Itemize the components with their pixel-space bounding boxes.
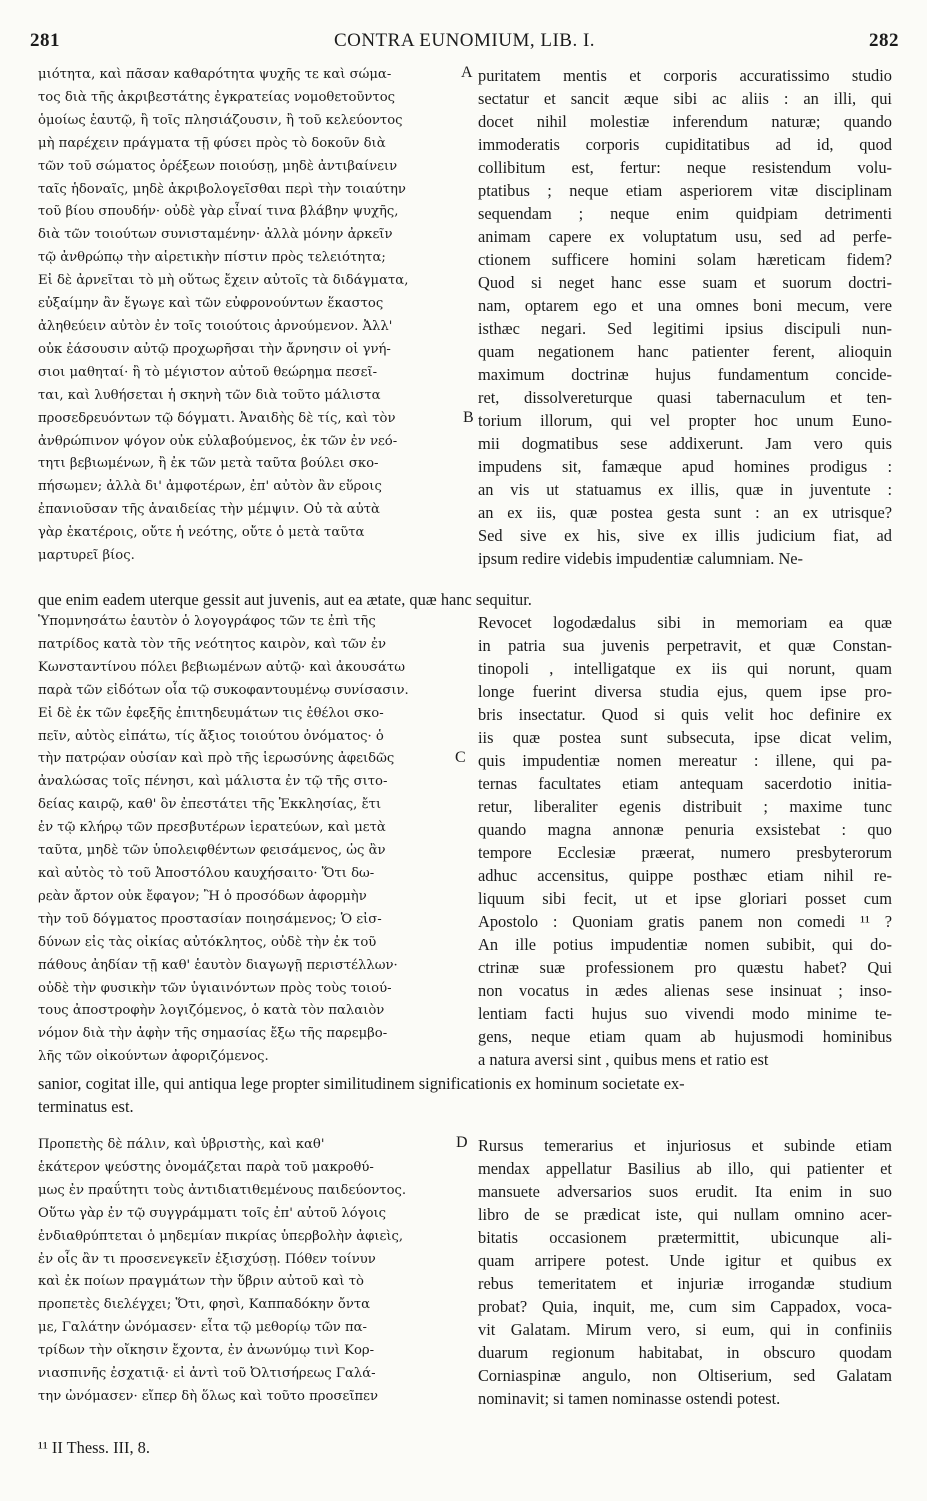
greek-text-line: πεῖν, αὐτὸς εἰπάτω, τίς ἄξιος τοιούτου ὀνόματος· ὁ xyxy=(38,728,384,744)
greek-text-line: μὴ παρέχειν πράγματα τῇ φύσει πρὸς τὸ δοκοῦν διὰ xyxy=(38,135,386,151)
latin-column-section-1 xyxy=(478,64,892,570)
latin-text-line: an vis ut statuamus ex illis, quæ in juventute : xyxy=(478,480,892,499)
latin-text-line: nam, optarem ego et una omnes boni mecum, vere xyxy=(478,296,892,315)
latin-text-line: probat? Quia, inquit, me, cum sim Cappadox, voca- xyxy=(478,1297,892,1316)
latin-text-line: sectatur et sancit æque sibi ac aliis : an illi, qui xyxy=(478,89,892,108)
greek-column-section-2 xyxy=(38,611,458,1069)
latin-text-line: ctrinæ suæ professionem pro quæstu habet? Qui xyxy=(478,958,892,977)
section-marker-b: B xyxy=(463,409,474,426)
latin-text-line: bitatis occasionem prætermittit, ubicunque ali- xyxy=(478,1228,892,1247)
greek-text-line: προπετὲς διελέγχει; Ὅτι, φησὶ, Καππαδόκην ὄντα xyxy=(38,1297,371,1313)
greek-text-line: τρίδων τὴν οἴκησιν ἔχοντα, ἐν ἀνωνύμῳ τινὶ Κορ- xyxy=(38,1343,375,1359)
latin-text-line: quam negationem hanc patienter ferent, alioquin xyxy=(478,342,892,361)
greek-text-line: ται, καὶ λυθήσεται ἡ σκηνὴ τῶν διὰ τοῦτο μάλιστα xyxy=(38,387,381,403)
latin-text-line: collibitum est, fertur: neque resistendum volu- xyxy=(478,158,892,177)
full-width-text-line: sanior, cogitat ille, qui antiqua lege propter similitudinem significationis ex hominum societate ex- xyxy=(38,1074,685,1093)
latin-text-line: gens, neque etiam quam ab hujusmodi hominibus xyxy=(478,1027,892,1046)
greek-text-line: νόμον διὰ τὴν ἀφὴν τῆς σημασίας ἔξω τῆς παρεμβο- xyxy=(38,1026,388,1042)
greek-text-line: Οὕτω γὰρ ἐν τῷ συγγράμματι τοῖς ἐπ' αὐτοῦ λόγοις xyxy=(38,1205,387,1221)
greek-text-line: ἀληθεύειν αὐτὸν ἐν τοῖς τοιούτοις ἀρνούμενον. Ἀλλ' xyxy=(38,318,393,334)
greek-text-line: τὴν πατρῴαν οὐσίαν καὶ πρὸ τῆς ἱερωσύνης ἀφειδῶς xyxy=(38,751,395,767)
latin-text-line: immoderatis corporis cupiditatibus ad id, quod xyxy=(478,135,892,154)
greek-text-line: τῷ ἀνθρώπῳ τὴν αἱρετικὴν πίστιν πρὸς τελειότητα; xyxy=(38,250,386,266)
latin-text-line: an ex iis, quæ postea gesta sunt : an ex utrisque? xyxy=(478,503,892,522)
latin-text-line: ctionem sufficere homini solam hæreticam fidem? xyxy=(478,250,892,269)
greek-text-line: ταῖς ἡδοναῖς, μηδὲ ἀκριβολογεῖσθαι περὶ τὴν τοιαύτην xyxy=(38,181,406,197)
greek-text-line: ἐν οἷς ἂν τι προσενεγκεῖν ἐξισχύσῃ. Πόθεν τοίνυν xyxy=(38,1251,376,1267)
latin-text-line: Apostolo : Quoniam gratis panem non comedi ¹¹ ? xyxy=(478,912,892,931)
latin-text-line: liquum sibi fecit, ut et ipse gloriari posset cum xyxy=(478,889,892,908)
latin-text-line: torium illorum, qui vel propter hoc unum Euno- xyxy=(478,411,892,430)
latin-text-line: quam arripere potest. Unde igitur et quibus ex xyxy=(478,1251,892,1270)
greek-text-line: ταῦτα, μηδὲ τῶν ὑπολειφθέντων φεισάμενος, ὡς ἂν xyxy=(38,843,386,859)
latin-text-line: impudens sit, famæque apud homines prodigus : xyxy=(478,457,892,476)
latin-text-line: An ille potius impudentiæ nomen subibit, qui do- xyxy=(478,935,892,954)
greek-text-line: παρὰ τῶν εἰδότων οἷα τῷ συκοφαντουμένῳ συνίσασιν. xyxy=(38,682,409,698)
latin-text-line: retur, liberaliter egenis distribuit ; maxime tunc xyxy=(478,797,892,816)
page-number-right: 282 xyxy=(869,30,899,51)
latin-text-line: ptatibus ; neque etiam asperiorem vitæ disciplinam xyxy=(478,181,892,200)
greek-text-line: Εἰ δὲ ἐκ τῶν ἐφεξῆς ἐπιτηδευμάτων τις ἐθέλοι σκο- xyxy=(38,705,384,721)
latin-text-line: quis impudentiæ nomen mereatur : illene, qui pa- xyxy=(478,751,892,770)
greek-text-line: νιασπινῆς ἐσχατιᾷ· εἰ ἀντὶ τοῦ Ὀλτισήρεως Γαλά- xyxy=(38,1366,376,1382)
latin-text-line: Quod si neget hanc esse suam et suorum doctri- xyxy=(478,273,892,292)
latin-text-line: Revocet logodædalus sibi in memoriam ea quæ xyxy=(478,613,892,632)
latin-text-line: nominavit; si tamen nominasse ostendi potest. xyxy=(478,1389,781,1408)
page-number-left: 281 xyxy=(30,30,60,51)
greek-text-line: οὐκ ἐάσουσιν αὐτῷ προχωρῆσαι τὴν ἄρνησιν οἱ γνή- xyxy=(38,341,391,357)
latin-text-line: lentiam facti hujus suo vivendi modo minime te- xyxy=(478,1004,892,1023)
greek-column-section-3 xyxy=(38,1134,458,1409)
greek-text-line: δύνων εἰς τὰς οἰκίας αὐτόκλητος, οὐδὲ τὴν ἐκ τοῦ xyxy=(38,934,377,950)
full-width-lines-2 xyxy=(38,1072,898,1118)
section-marker-a: A xyxy=(461,64,473,81)
greek-text-line: Ὑπομνησάτω ἑαυτὸν ὁ λογογράφος τῶν τε ἐπὶ τῆς xyxy=(38,614,376,629)
greek-text-line: δείας καιρῷ, καθ' ὃν ἐπεστάτει τῆς Ἐκκλησίας, ἔτι xyxy=(38,797,382,813)
greek-text-line: ἀνθρώπινον ψόγον οὐκ εὐλαβούμενος, ἐκ τῶν ἐν νεό- xyxy=(38,433,398,449)
greek-text-line: καὶ αὐτὸς τὸ τοῦ Ἀποστόλου καυχήσαιτο· Ὅτι δω- xyxy=(38,865,375,881)
greek-text-line: ὁμοίως ἑαυτῷ, ἢ τοῖς πλησιάζουσιν, ἢ τοῦ κελεύοντος xyxy=(38,112,403,128)
greek-text-line: οὐδὲ τὴν φυσικὴν τῶν ὑγιαινόντων πρὸς τοὺς τοιού- xyxy=(38,980,392,996)
latin-text-line: Rursus temerarius et injuriosus et subinde etiam xyxy=(478,1136,892,1155)
latin-text-line: animam capere ex voluptatum usu, sed ad perfe- xyxy=(478,227,892,246)
full-width-line-1 xyxy=(38,588,898,611)
latin-text-line: mendax appellatur Basilius ab illo, qui patienter et xyxy=(478,1159,892,1178)
greek-text-line: προσεδρευόντων τῷ δόγματι. Ἀναιδὴς δὲ τίς, καὶ τὸν xyxy=(38,410,396,426)
latin-text-line: duarum regionum habitabat, in obscuro quodam xyxy=(478,1343,892,1362)
greek-text-line: ἐπανιοῦσαν τῆς ἀναιδείας τὴν μέμψιν. Οὐ τὰ αὐτὰ xyxy=(38,502,380,518)
greek-text-line: πάθους ἀηδίαν τῇ καθ' ἑαυτὸν διαγωγῇ περιστέλλων· xyxy=(38,957,398,973)
greek-text-line: εὐξαίμην ἂν ἔγωγε καὶ τῶν εὐφρονούντων ἕκαστος xyxy=(38,296,384,312)
full-width-text-line: terminatus est. xyxy=(38,1097,134,1116)
greek-text-line: ἑκάτερον ψεύστης ὀνομάζεται παρὰ τοῦ μακροθύ- xyxy=(38,1159,374,1175)
greek-text-line: τους ἀποστροφὴν λογιζόμενος, ὁ κατὰ τὸν παλαιὸν xyxy=(38,1003,385,1019)
latin-text-line: docet nihil molestiæ inferendum naturæ; quando xyxy=(478,112,892,131)
section-marker-d: D xyxy=(456,1134,468,1151)
latin-text-line: ret, dissolvereturque quasi tabernaculum et ten- xyxy=(478,388,892,407)
greek-text-line: διὰ τῶν τοιούτων συνισταμένην· ἀλλὰ μόνην ἀρκεῖν xyxy=(38,227,393,243)
latin-text-line: mansuete adversarios suos erudit. Ita enim in suo xyxy=(478,1182,892,1201)
greek-text-line: μως ἐν πραΰτητι τοὺς ἀντιδιατιθεμένους παιδεύοντος. xyxy=(38,1182,407,1198)
greek-text-line: σιοι μαθηταί· ἢ τὸ μέγιστον αὐτοῦ θεώρημα πεσεῖ- xyxy=(38,364,378,380)
greek-text-line: Προπετὴς δὲ πάλιν, καὶ ὑβριστὴς, καὶ καθ' xyxy=(38,1137,325,1152)
greek-text-line: τος διὰ τῆς ἀκριβεστάτης ἐγκρατείας νομοθετοῦντος xyxy=(38,89,396,105)
latin-text-line: adhuc accensitus, quippe posthæc etiam nihil re- xyxy=(478,866,892,885)
greek-text-line: μαρτυρεῖ βίος. xyxy=(38,548,135,564)
latin-text-line: ipsum redire videbis impudentiæ calumniam. Ne- xyxy=(478,549,804,568)
latin-text-line: ternas facultates etiam antequam sacerdotio initia- xyxy=(478,774,892,793)
latin-text-line: vit Galatam. Mirum vero, si eum, qui in confiniis xyxy=(478,1320,892,1339)
latin-text-line: quando magna annonæ penuria exsistebat : quo xyxy=(478,820,892,839)
greek-text-line: πατρίδος κατὰ τὸν τῆς νεότητος καιρὸν, καὶ τῶν ἐν xyxy=(38,636,387,652)
section-marker-c: C xyxy=(455,749,466,766)
greek-text-line: τητι βεβιωμένων, ἢ ἐκ τῶν μετὰ ταῦτα βούλει σκο- xyxy=(38,456,379,472)
greek-text-line: λῆς τῶν οἰκούντων ἀφοριζόμενος. xyxy=(38,1049,269,1065)
greek-text-line: ἐν τῷ κλήρῳ τῶν πρεσβυτέρων ἱερατεύων, καὶ μετὰ xyxy=(38,820,386,836)
greek-text-line: ἀναλώσας τοῖς πένησι, καὶ μάλιστα ἐν τῷ τῆς σιτο- xyxy=(38,774,388,790)
running-title: CONTRA EUNOMIUM, LIB. I. xyxy=(333,30,596,51)
latin-text-line: bris insectatur. Quod si quis velit hoc definire ex xyxy=(478,705,892,724)
greek-text-line: τὴν τοῦ δόγματος προστασίαν ποιησάμενος; Ὁ εἰσ- xyxy=(38,911,382,927)
latin-text-line: maximum doctrinæ hujus fundamentum concide- xyxy=(478,365,892,384)
latin-column-section-2 xyxy=(478,611,892,1071)
latin-text-line: puritatem mentis et corporis accuratissimo studio xyxy=(478,66,892,85)
latin-text-line: a natura aversi sint , quibus mens et ratio est xyxy=(478,1050,769,1069)
latin-text-line: isthæc negari. Sed legitimi ipsius discipuli nun- xyxy=(478,319,892,338)
latin-text-line: tempore Ecclesiæ præerat, numero presbyterorum xyxy=(478,843,892,862)
latin-text-line: rebus temeritatem et injuriæ irrogandæ studium xyxy=(478,1274,892,1293)
greek-text-line: Κωνσταντίνου πόλει βεβιωμένων αὐτῷ· καὶ ἀκουσάτω xyxy=(38,659,405,675)
footnote: ¹¹ II Thess. III, 8. xyxy=(38,1438,150,1457)
greek-text-line: καὶ ἐκ ποίων πραγμάτων τὴν ὕβριν αὐτοῦ καὶ τὸ xyxy=(38,1274,364,1290)
greek-text-line: μιότητα, καὶ πᾶσαν καθαρότητα ψυχῆς τε καὶ σώμα- xyxy=(38,67,392,82)
running-header xyxy=(30,30,899,56)
full-width-text: que enim eadem uterque gessit aut juvenis, aut ea ætate, quæ hanc sequitur. xyxy=(38,590,532,609)
latin-text-line: iis quæ postea sunt subsecuta, ipse dicat velim, xyxy=(478,728,892,747)
latin-text-line: tinopoli , intelligatque ex iis qui norunt, quam xyxy=(478,659,892,678)
latin-text-line: Corniaspinæ angulo, non Oltiserium, sed Galatam xyxy=(478,1366,892,1385)
greek-text-line: ἐνδιαθρύπτεται ὁ μηδεμίαν πικρίας ὑπερβολὴν ἀφιεὶς, xyxy=(38,1228,404,1244)
greek-text-line: Εἰ δὲ ἀρνεῖται τὸ μὴ οὕτως ἔχειν αὐτοῖς τὰ διδάγματα, xyxy=(38,273,409,289)
latin-text-line: Sed sive ex his, sive ex illis judicium fiat, ad xyxy=(478,526,892,545)
greek-text-line: τοῦ βίου σπουδήν· οὐδὲ γὰρ εἶναί τινα βλάβην ψυχῆς, xyxy=(38,204,399,220)
greek-text-line: με, Γαλάτην ὠνόμασεν· εἶτα τῷ μεθορίῳ τῶν πα- xyxy=(38,1320,368,1336)
latin-text-line: libro de se prædicat iste, qui nullam omnino acer- xyxy=(478,1205,892,1224)
latin-text-line: longe fuerint diversa studia ejus, quem ipse pro- xyxy=(478,682,892,701)
latin-text-line: in patria sua juvenis perpetravit, et quæ Constan- xyxy=(478,636,892,655)
latin-text-line: non vocatus in ædes alienas sese insinuat ; inso- xyxy=(478,981,892,1000)
latin-text-line: mii dogmatibus sese addixerunt. Jam vero quis xyxy=(478,434,892,453)
greek-text-line: γὰρ ἑκατέροις, οὔτε ἡ νεότης, οὔτε ὁ μετὰ ταῦτα xyxy=(38,525,365,541)
latin-text-line: sequendam ; neque enim quidpiam detrimenti xyxy=(478,204,892,223)
greek-text-line: την ὠνόμασεν· εἴπερ δὴ ὅλως καὶ τοῦτο προσεῖπεν xyxy=(38,1388,379,1404)
latin-column-section-3 xyxy=(478,1134,892,1410)
greek-text-line: πήσωμεν; ἀλλὰ δι' ἀμφοτέρων, ἐπ' αὐτὸν ἂν εὕροις xyxy=(38,479,382,495)
greek-text-line: τῶν τοῦ σώματος ὀρέξεων ποιούσῃ, μηδὲ ἀντιβαίνειν xyxy=(38,158,398,174)
greek-text-line: ρεὰν ἄρτον οὐκ ἔφαγον; Ἢ ὁ προσόδων ἀφορμὴν xyxy=(38,888,367,904)
greek-column-section-1 xyxy=(38,64,458,568)
